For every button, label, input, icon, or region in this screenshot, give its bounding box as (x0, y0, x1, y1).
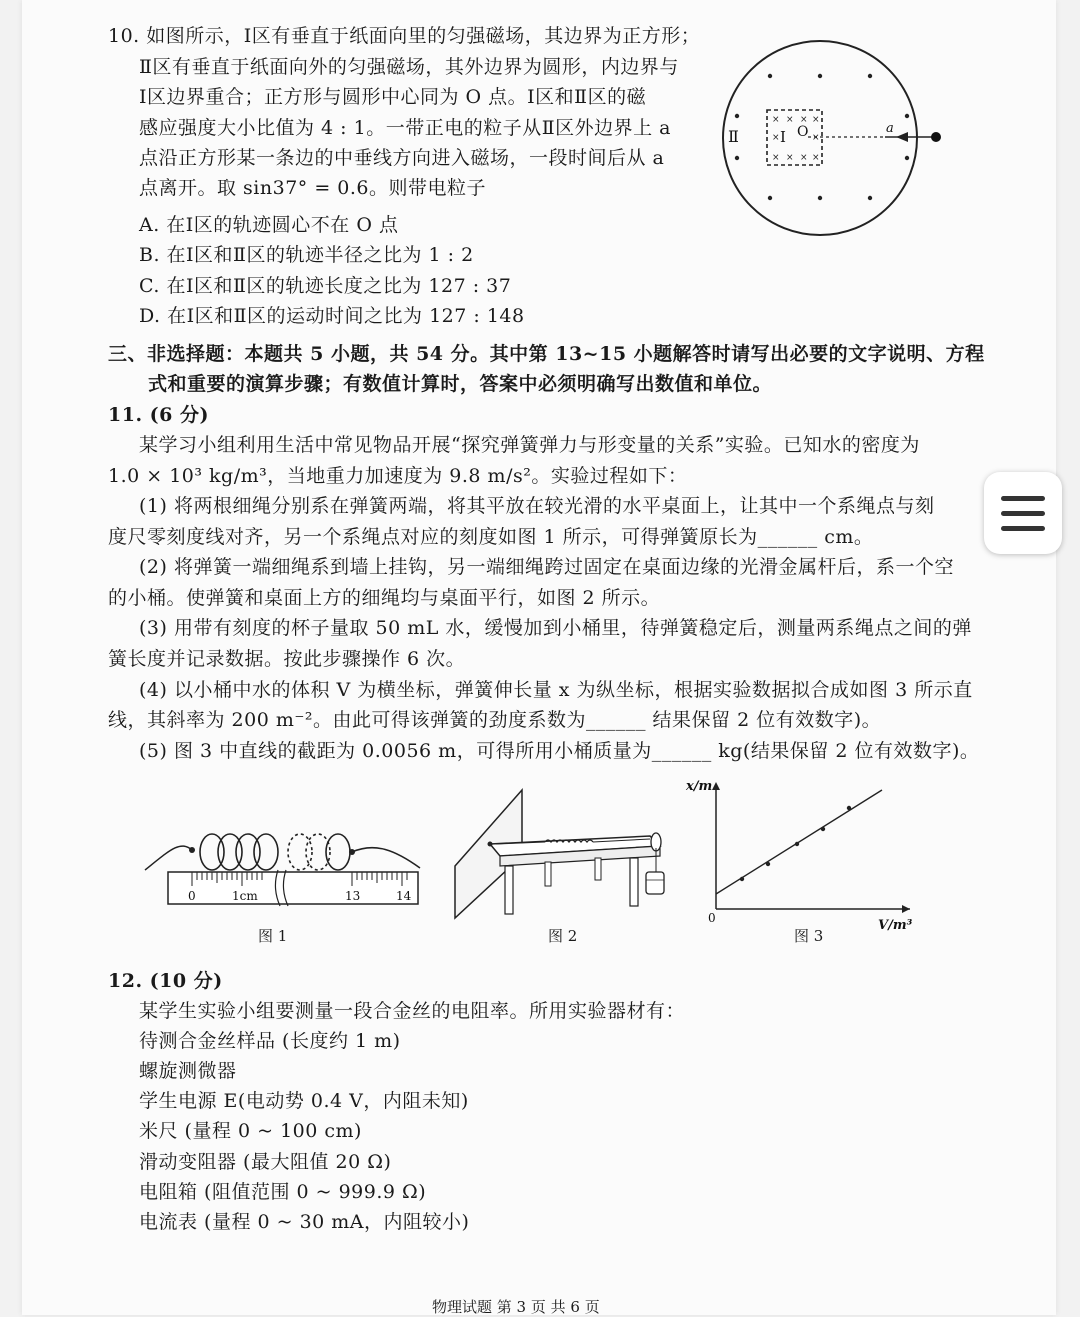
q11-line-9: (4) 以小桶中水的体积 V 为横坐标，弹簧伸长量 x 为纵坐标，根据实验数据拟合成如图 3 所示直 (139, 679, 973, 701)
svg-text:×: × (772, 133, 780, 143)
q12-header: 12. (10 分) (108, 970, 223, 992)
svg-text:×: × (800, 153, 808, 163)
q11-line-11: (5) 图 3 中直线的截距为 0.0056 m，可得所用小桶质量为______ kg(结果保留 2 位有效数字)。 (139, 740, 980, 762)
hamburger-icon-bar (1001, 526, 1045, 531)
q10-option-a: A. 在Ⅰ区的轨迹圆心不在 O 点 (139, 214, 399, 236)
q12-line-1: 某学生实验小组要测量一段合金丝的电阻率。所用实验器材有： (139, 1000, 686, 1022)
q11-line-2: 1.0 × 10³ kg/m³，当地重力加速度为 9.8 m/s²。实验过程如下： (108, 465, 688, 487)
point-a-label: a (886, 121, 894, 136)
fig2-table-setup (450, 786, 670, 920)
section3-heading-line-1: 三、非选择题：本题共 5 小题，共 54 分。其中第 13~15 小题解答时请写出必要的文字说明、方程 (108, 343, 985, 365)
svg-text:×: × (786, 153, 794, 163)
svg-text:×: × (772, 153, 780, 163)
section3-heading-line-2: 式和重要的演算步骤；有数值计算时，答案中必须明确写出数值和单位。 (148, 373, 773, 395)
q10-line-1: 10. 如图所示，Ⅰ区有垂直于纸面向里的匀强磁场，其边界为正方形； (108, 25, 701, 47)
svg-text:×: × (812, 153, 820, 163)
fig1-caption: 图 1 (258, 927, 288, 945)
svg-text:×: × (786, 115, 794, 125)
q11-line-8: 簧长度并记录数据。按此步骤操作 6 次。 (108, 648, 466, 670)
floating-menu-button[interactable] (984, 472, 1062, 554)
ruler-tick-14: 14 (396, 889, 412, 903)
fig3-y-label: x/m (686, 779, 713, 794)
q11-line-5: (2) 将弹簧一端细绳系到墙上挂钩，另一端细绳跨过固定在桌面边缘的光滑金属杆后，系一个空 (139, 556, 954, 578)
q12-line-8: 电流表 (量程 0 ~ 30 mA，内阻较小) (139, 1211, 470, 1233)
q11-header: 11. (6 分) (108, 404, 209, 426)
q10-magnetic-field-figure (700, 40, 950, 240)
q10-option-b: B. 在Ⅰ区和Ⅱ区的轨迹半径之比为 1 : 2 (139, 244, 474, 266)
q12-line-4: 学生电源 E(电动势 0.4 V，内阻未知) (139, 1090, 469, 1112)
fig3-x-label: V/m³ (878, 918, 913, 933)
q11-line-4: 度尺零刻度线对齐，另一个系绳点对应的刻度如图 1 所示，可得弹簧原长为______ cm。 (108, 526, 874, 548)
q12-line-2: 待测合金丝样品 (长度约 1 m) (139, 1030, 401, 1052)
region-2-label: Ⅱ (728, 127, 739, 146)
q10-option-d: D. 在Ⅰ区和Ⅱ区的运动时间之比为 127 : 148 (139, 305, 525, 327)
fig3-x-v-graph (680, 774, 920, 933)
region-1-label: Ⅰ (780, 128, 786, 146)
fig1-spring-ruler (140, 820, 430, 930)
q10-line-4: 感应强度大小比值为 4 : 1。一带正电的粒子从Ⅱ区外边界上 a (139, 117, 671, 139)
q10-line-3: Ⅰ区边界重合；正方形与圆形中心同为 O 点。Ⅰ区和Ⅱ区的磁 (139, 86, 647, 108)
q12-line-7: 电阻箱 (阻值范围 0 ~ 999.9 Ω) (139, 1181, 427, 1203)
q10-line-6: 点离开。取 sin37° = 0.6。则带电粒子 (139, 177, 486, 199)
q12-line-5: 米尺 (量程 0 ~ 100 cm) (139, 1120, 362, 1142)
page-footer: 物理试题 第 3 页 共 6 页 (432, 1298, 600, 1316)
svg-text:×: × (800, 115, 808, 125)
fig3-origin-label: 0 (708, 911, 716, 925)
svg-text:×: × (812, 115, 820, 125)
hamburger-icon (1001, 496, 1045, 501)
ruler-tick-1cm: 1cm (232, 889, 258, 903)
q11-line-7: (3) 用带有刻度的杯子量取 50 mL 水，缓慢加到小桶里，待弹簧稳定后，测量两系绳点之间的弹 (139, 617, 972, 639)
q11-line-3: (1) 将两根细绳分别系在弹簧两端，将其平放在较光滑的水平桌面上，让其中一个系绳点与刻 (139, 495, 935, 517)
ruler-tick-0: 0 (188, 889, 196, 903)
center-o-label: O (797, 124, 809, 140)
q11-line-10: 线，其斜率为 200 m⁻²。由此可得该弹簧的劲度系数为______ 结果保留 2 位有效数字)。 (108, 709, 882, 731)
q10-line-5: 点沿正方形某一条边的中垂线方向进入磁场，一段时间后从 a (139, 147, 665, 169)
q11-line-6: 的小桶。使弹簧和桌面上方的细绳均与桌面平行，如图 2 所示。 (108, 587, 661, 609)
svg-text:×: × (772, 115, 780, 125)
q12-line-3: 螺旋测微器 (139, 1060, 237, 1082)
fig2-caption: 图 2 (548, 927, 578, 945)
fig3-caption: 图 3 (794, 927, 824, 945)
q11-line-1: 某学习小组利用生活中常见物品开展“探究弹簧弹力与形变量的关系”实验。已知水的密度为 (139, 434, 920, 456)
q10-option-c: C. 在Ⅰ区和Ⅱ区的轨迹长度之比为 127 : 37 (139, 275, 512, 297)
hamburger-icon-bar (1001, 511, 1045, 516)
svg-text:×: × (812, 133, 820, 143)
q10-line-2: Ⅱ区有垂直于纸面向外的匀强磁场，其外边界为圆形，内边界与 (139, 56, 679, 78)
q12-line-6: 滑动变阻器 (最大阻值 20 Ω) (139, 1151, 392, 1173)
ruler-tick-13: 13 (345, 889, 361, 903)
